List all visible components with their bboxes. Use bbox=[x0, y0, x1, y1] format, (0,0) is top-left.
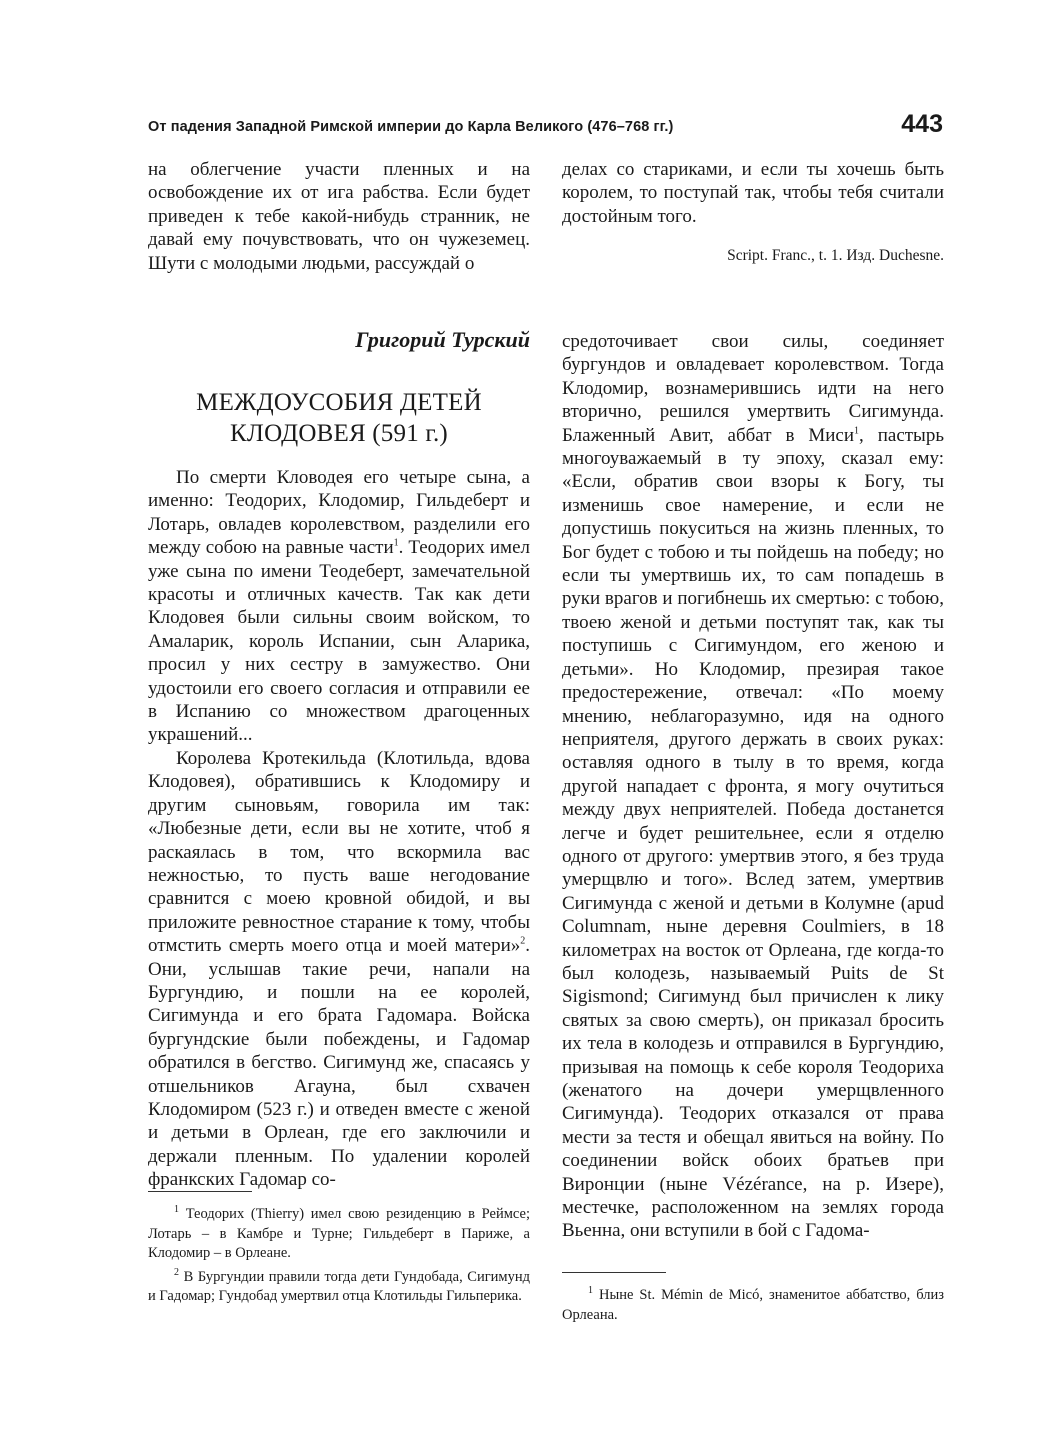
author-name: Григорий Турский bbox=[355, 327, 530, 352]
footnote-divider bbox=[562, 1272, 666, 1273]
paragraph: делах со стариками, и если ты хочешь быть королем, то поступай так, чтобы тебя считали достойным того. bbox=[562, 159, 944, 227]
text-run: средоточивает свои силы, соединяет бургундов и овладевает королевством. Тогда Клодомир, вознамерившись идти на него вторично, решился умертвить Сигимунда. Блаженный Авит, аббат в Миси bbox=[562, 331, 944, 446]
footnote-text: В Бургундии правили тогда дети Гундобада, Сигимунд и Гадомар; Гундобад умертвил отца Клотильды Гильперика. bbox=[148, 1268, 531, 1304]
footnote bbox=[562, 1286, 944, 1325]
paragraph bbox=[562, 330, 944, 1243]
footnote-mark: 1 bbox=[588, 1285, 593, 1297]
chapter-title-line: МЕЖДОУСОБИЯ ДЕТЕЙ bbox=[196, 389, 482, 416]
footnote-ref: 1 bbox=[393, 537, 399, 549]
left-column-top bbox=[148, 158, 530, 275]
text-run: . Теодорих имел уже сына по имени Теодеберт, замечательной красоты и отличных качеств. Так как дети Клодовея были сильны своим войском, то Амаларик, король Испании, сын Аларика, просил у них сестру в замужество. Они удостоили его своего согласия и отправили ее в Испанию со множеством драгоценных украшений... bbox=[148, 537, 530, 746]
chapter-title bbox=[148, 387, 530, 449]
footnotes-left bbox=[148, 1205, 530, 1307]
footnote bbox=[148, 1205, 530, 1264]
footnote bbox=[148, 1268, 530, 1307]
paragraph: на облегчение участи пленных и на освобождение их от ига рабства. Если будет приведен к тебе какой-нибудь странник, не давай ему почувствовать, что он чужеземец. Шути с молодыми людьми, рассуждай о bbox=[148, 159, 530, 274]
page-number: 443 bbox=[901, 110, 943, 138]
chapter-title-line: КЛОДОВЕЯ (591 г.) bbox=[230, 420, 448, 447]
footnote-mark: 2 bbox=[174, 1266, 179, 1278]
footnote-divider bbox=[148, 1191, 252, 1192]
footnote-text: Теодорих (Thierry) имел свою резиденцию в Реймсе; Лотарь – в Камбре и Турне; Гильдеберт в Париже, а Клодомир – в Орлеане. bbox=[148, 1206, 530, 1261]
running-title: От падения Западной Римской империи до Карла Великого (476–768 гг.) bbox=[148, 119, 674, 135]
footnotes-right bbox=[562, 1286, 944, 1325]
footnote-mark: 1 bbox=[174, 1204, 179, 1216]
running-head bbox=[148, 110, 943, 144]
left-column-main bbox=[148, 466, 530, 1192]
paragraph bbox=[148, 747, 530, 1192]
text-run: Королева Кротекильда (Клотильда, вдова Клодовея), обратившись к Клодомиру и другим сыновьям, говорила им так: «Любезные дети, если вы не хотите, чтоб я раскаялась в том, что вскормила вас нежностью, то пусть ваше негодование сравнится с моею кровной обидой, и вы приложите ревностное старание к тому, чтобы отмстить смерть моего отца и моей матери» bbox=[148, 747, 530, 957]
paragraph bbox=[148, 466, 530, 747]
right-column-top bbox=[562, 158, 944, 268]
text-run: . Они, услышав такие речи, напали на Бургундию, и пошли на ее королей, Сигимунда и его брата Гадомара. Войска бургундские были побеждены, и Гадомар обратился в бегство. Сигимунд же, спасаясь у отшельников Агауна, был схвачен Клодомиром (523 г.) и отведен вместе с женой и детьми в Орлеан, где его заключили и держали пленным. По удалении королей франкских Гадомар со- bbox=[148, 935, 530, 1191]
footnote-ref: 1 bbox=[854, 425, 860, 437]
footnote-text: Ныне St. Mémin de Micó, знаменитое аббатство, близ Орлеана. bbox=[562, 1287, 944, 1323]
text-run: , пастырь многоуважаемый в ту эпоху, сказал ему: «Если, обратив свои взоры к Богу, ты изменишь свое намерение, и если не допустишь покуситься на жизнь пленных, то Бог будет с тобою и ты пойдешь на победу; но если ты умертвишь их, то сам попадешь в руки врагов и погибнешь их смертью: с тобою, твоею женой и детьми поступят так, как ты поступишь с Сигимундом, его женою и детьми». Но Клодомир, презирая такое предостережение, отвечал: «По моему мнению, неблагоразумно, идя на одного неприятеля, другого держать в своих руках: оставляя одного в тылу в то время, когда другой нападает с фронта, я могу очутиться между двух неприятелей. Победа достанется легче и будет решительнее, если я отделю одного от другого: умертвив этого, я без труда умерщвлю и того». Вслед затем, умертвив Сигимунда с женой и детьми в Колумне (apud Columnam, ныне деревня Coulmiers, в 18 километрах на восток от Орлеана, где когда-то был колодезь, называемый Puits de St Sigismond; Сигимунд был причислен к лику святых за свою смерть), он приказал бросить их тела в колодезь и отправился в Бургундию, призывая на помощь к себе короля Теодориха (женатого на дочери умерщвленного Сигимунда). Теодорих отказался от права мести за тестя и обещал явиться на войну. По соединении войск обоих братьев при Виронции (ныне Vézérance, на р. Изере), местечке, расположенном на землях города Вьенна, они вступили в бой с Гадома- bbox=[562, 424, 944, 1242]
source-citation: Script. Franc., t. 1. Изд. Duchesne. bbox=[727, 247, 944, 265]
text-run: По смерти Кловодея его четыре сына, а именно: Теодорих, Клодомир, Гильдеберт и Лотарь, овладев королевством, разделили его между собою на равные части bbox=[148, 467, 530, 559]
right-column-main bbox=[562, 330, 944, 1243]
footnote-ref: 2 bbox=[520, 935, 526, 947]
